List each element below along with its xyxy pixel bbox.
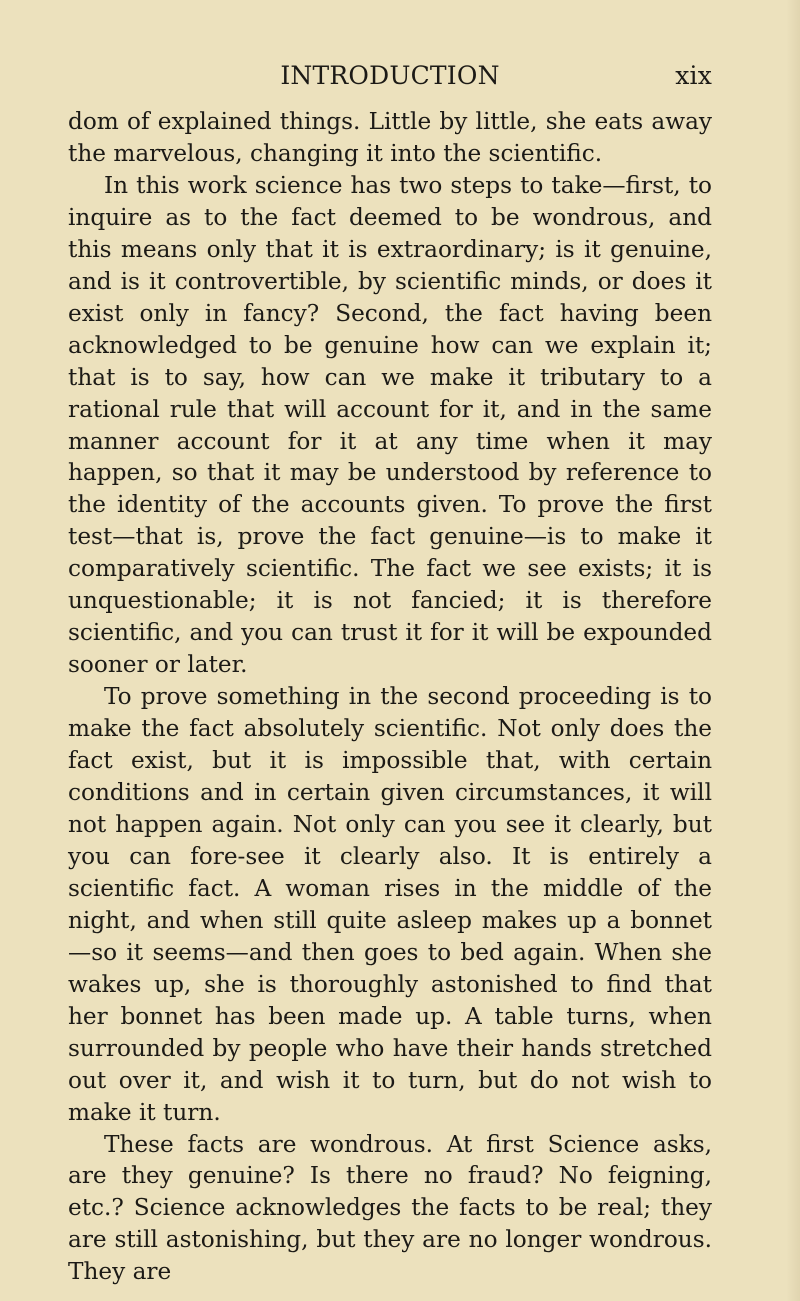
paragraph-continued: dom of explained things. Little by little, she eats away the marvelous, changing it into the scientific. [68,108,712,167]
body-text [68,106,712,1288]
paragraph: In this work science has two steps to take—first, to inquire as to the fact deemed to be wondrous, and this means only that it is extraordinary; is it genuine, and is it controvertible, by scientific minds, or does it exist only in fancy? Second, the fact having been acknowledged to be genuine how can we explain it; that is to say, how can we make it tributary to a rational rule that will account for it, and in the same manner account for it at any time when it may happen, so that it may be understood by reference to the identity of the accounts given. To prove the first test—that is, prove the fact genuine—is to make it comparatively scientific. The fact we see exists; it is unquestionable; it is not fancied; it is therefore scientific, and you can trust it for it will be expounded sooner or later. [68,171,712,679]
paragraph: These facts are wondrous. At first Science asks, are they genuine? Is there no fraud? No feigning, etc.? Science acknowledges the facts to be real; they are still astonishing, but they are no longer wondrous. They are [68,1130,712,1286]
running-head [68,56,712,96]
chapter-title: INTRODUCTION [280,61,500,90]
page-edge-shadow [786,0,800,1301]
paragraph: To prove something in the second proceeding is to make the fact absolutely scientific. Not only does the fact exist, but it is impossible that, with certain conditions and in certain given circumstances, it will not happen again. Not only can you see it clearly, but you can fore-see it clearly also. It is entirely a scientific fact. A woman rises in the middle of the night, and when still quite asleep makes up a bonnet—so it seems—and then goes to bed again. When she wakes up, she is thoroughly astonished to find that her bonnet has been made up. A table turns, when surrounded by people who have their hands stretched out over it, and wish it to turn, but do not wish to make it turn. [68,683,712,1126]
page-number: xix [675,61,712,90]
